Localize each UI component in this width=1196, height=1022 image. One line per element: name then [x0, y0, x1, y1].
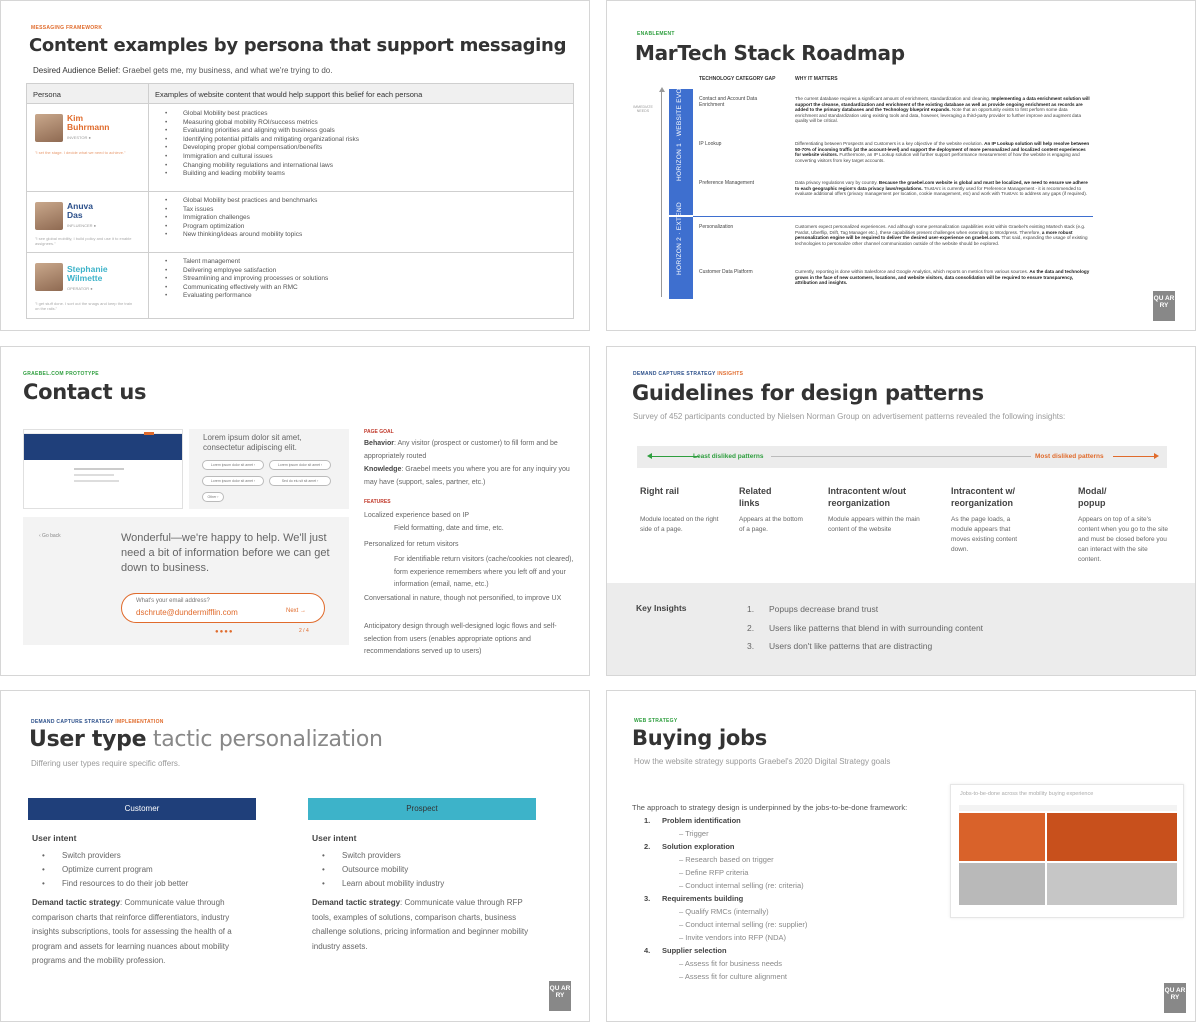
job-subitem: – Define RFP criteria — [679, 868, 749, 877]
slide1-eyebrow: MESSAGING FRAMEWORK — [31, 25, 103, 31]
list-item: • Developing proper global compensation/benefits — [183, 144, 359, 153]
customer-intent-heading: User intent — [32, 833, 77, 843]
quarry-logo: QU AR RY — [1153, 291, 1175, 321]
page-counter: 2 / 4 — [299, 628, 309, 634]
list-item: • Tax issues — [183, 206, 317, 215]
slide-contact-us[interactable] — [0, 346, 590, 676]
belief-text: Graebel gets me, my business, and what we're trying to do. — [120, 66, 333, 75]
avatar — [35, 202, 63, 230]
customer-header: Customer — [28, 798, 256, 820]
why-personalization: Customers expect personalized experiences. And although some personalization capabilities exist within Graebel's existing Martech stack (e.g. Pardot, Uberflip, Drift, Tag Manager etc.), these capabilities present challenges when extending to Wordpress. Therefore, a more robust personalization engine will be required to deliver the desired user-experience on graebel.com. That said, expanding the usage of existing technologies to personalize other channel communication outside of the website should be explored. — [795, 224, 1088, 246]
framework-intro: The approach to strategy design is underpinned by the jobs-to-be-done framework: — [632, 803, 908, 812]
job-title: Requirements building — [662, 894, 744, 903]
slide3-eyebrow: GRAEBEL.COM PROTOTYPE — [23, 371, 99, 377]
list-item: • Talent management — [183, 258, 328, 267]
jobs-table-thumbnail[interactable] — [950, 784, 1184, 918]
persona-quote: "I get stuff done. I sort out the snags and keep the train on the rails." — [35, 301, 133, 311]
chip-option[interactable]: Lorem ipsum dolor sit amet › — [269, 460, 331, 470]
list-item: • Switch providers — [342, 849, 444, 863]
category-enrichment: Contact and Account Data Enrichment — [699, 96, 758, 108]
slide4-subtitle: Survey of 452 participants conducted by Nielsen Norman Group on advertisement patterns revealed the following insights: — [633, 412, 1066, 421]
feature-item: Personalized for return visitors — [364, 541, 459, 548]
horizon1-bar — [669, 62, 693, 215]
behavior-text: Behavior: Any visitor (prospect or customer) to fill form and be appropriately routed — [364, 440, 558, 460]
job-number: 1. — [644, 816, 651, 825]
header-persona: Persona — [33, 90, 61, 99]
slide5-subtitle: Differing user types require specific offers. — [31, 759, 181, 768]
job-subitem: – Assess fit for business needs — [679, 959, 782, 968]
slide5-title: User type tactic personalization — [29, 727, 383, 752]
persona-last-name: Das — [67, 210, 83, 220]
feature-subitem: Field formatting, date and time, etc. — [394, 525, 504, 532]
insight-item: Popups decrease brand trust — [769, 604, 879, 614]
horizon2-bar — [669, 202, 693, 299]
most-disliked-label: Most disliked patterns — [1035, 453, 1104, 460]
customer-intent-list — [62, 849, 188, 891]
slide-buying-jobs[interactable] — [606, 690, 1196, 1022]
list-item: • Building and leading mobility teams — [183, 170, 359, 179]
go-back-link[interactable]: ‹ Go back — [39, 533, 61, 539]
knowledge-text: Knowledge: Graebel meets you where you are for any inquiry you may have (support, sales, partner, etc.) — [364, 466, 570, 486]
list-item: • New thinking/ideas around mobility topics — [183, 231, 317, 240]
email-value: dschrute@dundermifflin.com — [136, 608, 238, 617]
job-number: 2. — [644, 842, 651, 851]
column-header-category: TECHNOLOGY CATEGORY GAP — [699, 76, 776, 82]
slide5-eyebrow: DEMAND CAPTURE STRATEGY IMPLEMENTATION — [31, 719, 164, 725]
job-subitem: – Conduct internal selling (re: criteria) — [679, 881, 804, 890]
list-item: • Changing mobility regulations and international laws — [183, 162, 359, 171]
persona-quote: "I see global mobility, I build policy and use it to enable assignees." — [35, 236, 132, 246]
pattern-description: As the page loads, a module appears that moves existing content down. — [951, 516, 1018, 553]
avatar — [35, 114, 63, 142]
job-subitem: – Invite vendors into RFP (NDA) — [679, 933, 786, 942]
chat-widget — [189, 429, 349, 509]
audience-belief — [33, 66, 332, 75]
pattern-title: Intracontent w/out reorganization — [828, 486, 906, 508]
quarry-logo: QU AR RY — [1164, 983, 1186, 1013]
thumbnail-cell — [959, 863, 1045, 905]
category-personalization: Personalization — [699, 224, 734, 230]
list-item: • Evaluating performance — [183, 292, 328, 301]
least-disliked-label: Least disliked patterns — [693, 453, 764, 460]
persona-quote: "I set the stage. I decide what we need to achieve." — [35, 150, 126, 155]
job-title: Solution exploration — [662, 842, 735, 851]
why-preference: Data privacy regulations vary by country. Because the graebel.com website is global and must be localized, we need to ensure we adhere to each geographic region's data privacy laws/regulations. TrustArc is currently used for Preference Management - it is recommended to evaluate additional offers (privacy management per location, cookie management, etc) and work with TrustArc to address any gaps (if required). — [795, 180, 1088, 197]
job-subitem: – Research based on trigger — [679, 855, 774, 864]
list-item: • Global Mobility best practices — [183, 110, 359, 119]
insight-item: Users don't like patterns that are distracting — [769, 641, 933, 651]
table-row — [27, 252, 573, 319]
pattern-scale-bar — [637, 446, 1167, 468]
horizon-divider — [693, 216, 1093, 217]
contact-form-panel — [23, 517, 349, 645]
category-ip-lookup: IP Lookup — [699, 141, 722, 147]
pattern-title: Intracontent w/ reorganization — [951, 486, 1016, 508]
horizon2-label: HORIZON 2 · EXTEND — [676, 202, 683, 275]
slide-content-examples[interactable] — [0, 0, 590, 331]
email-field[interactable] — [121, 593, 325, 623]
slide6-subtitle: How the website strategy supports Graebel's 2020 Digital Strategy goals — [634, 757, 891, 766]
list-item: • Global Mobility best practices and benchmarks — [183, 197, 317, 206]
list-item: • Identifying potential pitfalls and mitigating organizational risks — [183, 136, 359, 145]
thumbnail-cell — [1047, 813, 1177, 861]
slide-design-patterns[interactable] — [606, 346, 1196, 676]
arrow-left-icon — [647, 453, 652, 459]
list-item: • Evaluating priorities and aligning with business goals — [183, 127, 359, 136]
features-heading: FEATURES — [364, 499, 391, 505]
chip-option[interactable]: Other › — [202, 492, 224, 502]
thumbnail-title: Jobs-to-be-done across the mobility buying experience — [960, 791, 1094, 797]
table-row — [27, 104, 573, 191]
belief-label: Desired Audience Belief: — [33, 66, 121, 75]
slide2-eyebrow: ENABLEMENT — [637, 31, 675, 37]
persona-first-name: Anuva — [67, 201, 93, 211]
persona-first-name: Stephanie — [67, 264, 108, 274]
job-subitem: – Qualify RMCs (internally) — [679, 907, 769, 916]
progress-dots: ●●●● — [215, 629, 234, 635]
immediate-needs-label: IMMEDIATE NEEDS — [633, 105, 653, 113]
category-cdp: Customer Data Platform — [699, 269, 753, 275]
avatar — [35, 263, 63, 291]
chip-option[interactable]: Lorem ipsum dolor sit amet › — [202, 476, 264, 486]
customer-tactic: Demand tactic strategy: Communicate value through comparison charts that reinforce differentiators, industry insights subscriptions, tools for assessing the health of a program and assets for learning nuances about mobility programs and the mobility profession. — [32, 898, 232, 965]
insight-number: 2. — [747, 623, 755, 633]
list-item: • Optimize current program — [62, 863, 188, 877]
slide2-title: MarTech Stack Roadmap — [635, 41, 905, 65]
email-label: What's your email address? — [136, 598, 210, 604]
list-item: • Learn about mobility industry — [342, 877, 444, 891]
table-row — [27, 191, 573, 252]
persona-role: INFLUENCER ● — [67, 223, 97, 228]
next-button[interactable]: Next → — [286, 608, 307, 614]
thumbnail-hero — [24, 434, 182, 460]
slide4-eyebrow: DEMAND CAPTURE STRATEGY INSIGHTS — [633, 371, 744, 377]
persona-first-name: Kim — [67, 113, 84, 123]
pattern-title: Related links — [739, 486, 772, 508]
pattern-description: Appears at the bottom of a page. — [739, 516, 803, 533]
job-title: Problem identification — [662, 816, 741, 825]
job-title: Supplier selection — [662, 946, 727, 955]
persona-role: INVESTOR ● — [67, 135, 91, 140]
content-list — [183, 197, 317, 240]
list-item: • Outsource mobility — [342, 863, 444, 877]
job-subitem: – Trigger — [679, 829, 709, 838]
content-list — [183, 110, 359, 179]
slide4-title: Guidelines for design patterns — [632, 381, 984, 405]
why-enrichment: The current database requires a significant amount of enrichment, standardization and cleaning. Implementing a data enrichment solution will support the cleanse, standardization and enrichment of the existing database as well as provide ongoing enrichment as records are added to the primary databases and the Technology blueprint expands. Note that an opportunity exists to first perform some data enrichment and standardization using existing tools and data, however, leveraging a third-party provider to further improve and augment data quality will be critical. — [795, 96, 1090, 124]
key-insights-heading: Key Insights — [636, 603, 687, 613]
slide1-title: Content examples by persona that support messaging — [29, 35, 567, 56]
list-item: • Switch providers — [62, 849, 188, 863]
job-number: 4. — [644, 946, 651, 955]
pattern-title: Modal/ popup — [1078, 486, 1107, 508]
feature-subitem: For identifiable return visitors (cache/cookies not cleared), form experience remembers where you left off and your information (email, name, etc.) — [394, 556, 574, 588]
insight-number: 1. — [747, 604, 755, 614]
slide6-eyebrow: WEB STRATEGY — [634, 718, 678, 724]
pattern-title: Right rail — [640, 486, 680, 496]
prospect-tactic: Demand tactic strategy: Communicate value through RFP tools, examples of solutions, comparison charts, business challenge solutions, pricing information and beginner mobility industry assets. — [312, 898, 529, 951]
chat-text: Lorem ipsum dolor sit amet, consectetur adipiscing elit. — [203, 433, 302, 452]
pattern-description: Appears on top of a site's content when you go to the site and must be closed before you can interact with the site content. — [1078, 516, 1168, 563]
timeline-axis — [661, 89, 662, 297]
list-item: • Immigration challenges — [183, 214, 317, 223]
persona-last-name: Buhrmann — [67, 122, 110, 132]
persona-table — [26, 83, 574, 319]
content-list — [183, 258, 328, 301]
column-header-why: WHY IT MATTERS — [795, 76, 838, 82]
list-item: • Immigration and cultural issues — [183, 153, 359, 162]
feature-item: Conversational in nature, though not personified, to improve UX — [364, 595, 562, 602]
pattern-description: Module located on the right side of a page. — [640, 516, 719, 533]
insight-number: 3. — [747, 641, 755, 651]
why-cdp: Currently, reporting is done within Salesforce and Google Analytics, which reports on metrics from various sources. As the data and technology grows in the face of new customers, locations, and website visitors, data consolidation will be required to ensure transparency, attribution and insights. — [795, 269, 1090, 286]
chip-option[interactable]: Sed do eiu sit sit amet › — [269, 476, 331, 486]
arrow-up-icon — [659, 87, 665, 92]
table-header — [27, 84, 573, 104]
job-subitem: – Assess fit for culture alignment — [679, 972, 787, 981]
list-item: • Find resources to do their job better — [62, 877, 188, 891]
thumbnail-cell — [1047, 863, 1177, 905]
list-item: • Streamlining and improving processes or solutions — [183, 275, 328, 284]
persona-role: OPERATOR ● — [67, 286, 93, 291]
list-item: • Communicating effectively with an RMC — [183, 284, 328, 293]
prospect-intent-list — [342, 849, 444, 891]
list-item: • Delivering employee satisfaction — [183, 267, 328, 276]
arrow-right-icon — [1154, 453, 1159, 459]
feature-item: Localized experience based on IP — [364, 512, 470, 519]
thumbnail-cell — [959, 813, 1045, 861]
feature-item: Anticipatory design through well-designed logic flows and self-selection from users (enables appropriate options and recommendations served up to users) — [364, 623, 557, 655]
category-preference: Preference Management — [699, 180, 755, 186]
pattern-description: Module appears within the main content of the website — [828, 516, 920, 533]
horizon1-label: HORIZON 1 · WEBSITE EVOLUTION — [676, 62, 683, 181]
page-goal-heading: PAGE GOAL — [364, 429, 394, 435]
header-examples: Examples of website content that would help support this belief for each persona — [155, 90, 423, 99]
list-item: • Measuring global mobility ROI/success metrics — [183, 119, 359, 128]
chip-option[interactable]: Lorem ipsum dolor sit amet › — [202, 460, 264, 470]
insight-item: Users like patterns that blend in with surrounding content — [769, 623, 984, 633]
arrow-right-icon: → — [300, 608, 307, 614]
slide-user-type-personalization[interactable] — [0, 690, 590, 1022]
form-headline: Wonderful—we're happy to help. We'll just need a bit of information before we can get down to business. — [121, 532, 330, 574]
job-subitem: – Conduct internal selling (re: supplier) — [679, 920, 808, 929]
slide-martech-roadmap[interactable] — [606, 0, 1196, 331]
slide3-title: Contact us — [23, 380, 147, 404]
why-ip-lookup: Differentiating between Prospects and Customers is a key objective of the website evolution. An IP Lookup solution will help resolve between 50-70% of incoming traffic (at the account-level) and support the deployment of more personalized and localized content experiences for website visitors. Furthermore, an IP Lookup solution will further support performance measurement of how the website is engaging and converting visitors from key target accounts. — [795, 141, 1090, 163]
job-number: 3. — [644, 894, 651, 903]
list-item: • Program optimization — [183, 223, 317, 232]
prospect-intent-heading: User intent — [312, 833, 357, 843]
quarry-logo: QU AR RY — [549, 981, 571, 1011]
persona-last-name: Wilmette — [67, 273, 103, 283]
prospect-header: Prospect — [308, 798, 536, 820]
key-insights-panel — [607, 583, 1196, 676]
slide6-title: Buying jobs — [632, 726, 767, 750]
website-thumbnail[interactable] — [23, 429, 183, 509]
